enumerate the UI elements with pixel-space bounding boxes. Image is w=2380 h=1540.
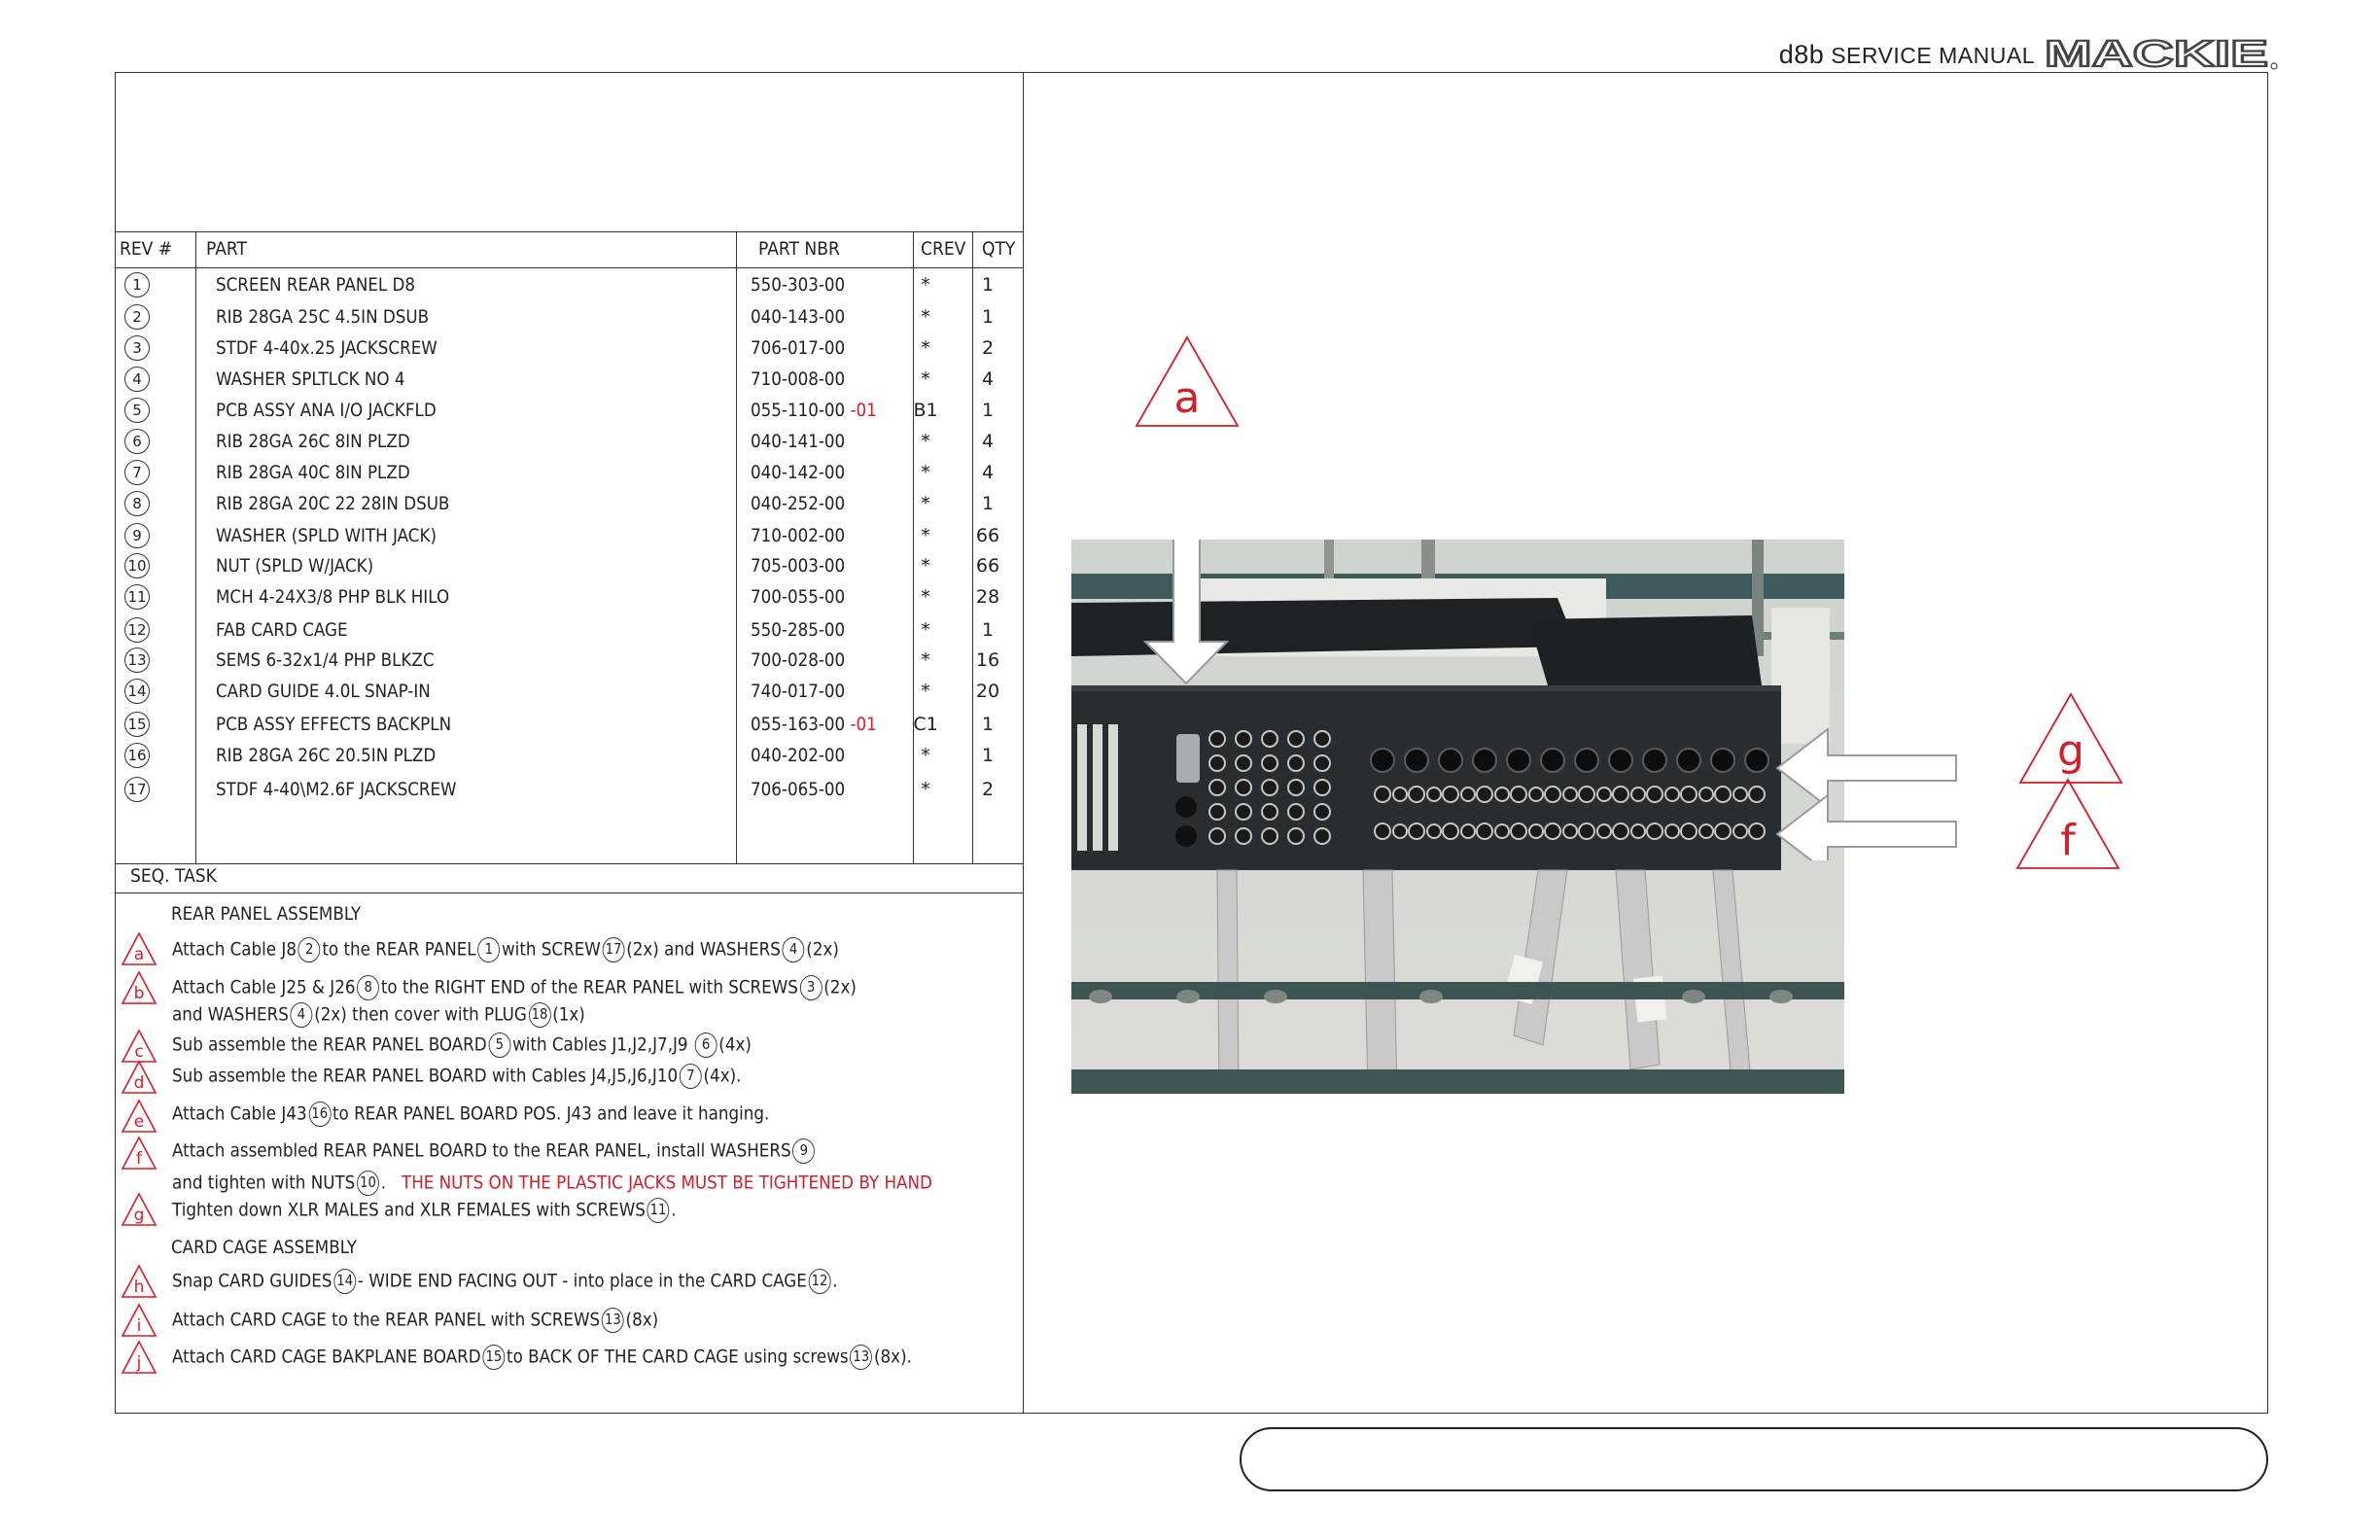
table-row (117, 776, 1021, 807)
jack-shape (1314, 731, 1330, 747)
crev-value: * (921, 337, 930, 359)
part-name: SEMS 6-32x1/4 PHP BLKZC (216, 649, 435, 671)
jack-shape (1375, 823, 1390, 839)
jack-shape (1209, 755, 1225, 771)
task-h-text: Snap CARD GUIDES 14 - WIDE END FACING OUT - into place in the CARD CAGE 12 . (172, 1269, 928, 1294)
jack-shape (1665, 788, 1679, 801)
qty-value: 2 (981, 779, 995, 800)
jack-shape (1665, 824, 1679, 838)
crev-value: * (921, 586, 930, 608)
crev-value: * (921, 619, 930, 641)
qty-value: 1 (981, 619, 995, 641)
col-header-part-nbr: PART NBR (758, 238, 840, 260)
jack-shape (1609, 749, 1632, 772)
svg-text:b: b (133, 984, 145, 1003)
qty-value: 1 (981, 306, 995, 328)
table-row (117, 616, 1021, 648)
part-name: STDF 4-40\M2.6F JACKSCREW (216, 779, 457, 800)
task-j-text: Attach CARD CAGE BAKPLANE BOARD 15 to BACK OF THE CARD CAGE using screws 13 (8x). (172, 1345, 1013, 1370)
jack-shape (1288, 755, 1304, 771)
crev-value: * (921, 745, 930, 766)
task-d-triangle-icon (121, 1060, 158, 1095)
jack-shape (1371, 749, 1394, 772)
svg-text:d: d (133, 1073, 145, 1093)
task-b-text-line2: and WASHERS 4 (2x) then cover with PLUG 18 (1x) (172, 1002, 642, 1028)
jack-shape (1733, 824, 1747, 838)
jack-shape (1579, 787, 1594, 802)
task-i-text: Attach CARD CAGE to the REAR PANEL with SCREWS 13 (8x) (172, 1308, 724, 1333)
task-c-triangle-icon (121, 1029, 158, 1064)
table-row (117, 678, 1021, 709)
jack-shape (1262, 755, 1278, 771)
part-name: CARD GUIDE 4.0L SNAP-IN (216, 681, 431, 702)
svg-text:a: a (1173, 373, 1201, 423)
rev-number-badge: 15 (124, 712, 150, 737)
task-e-triangle-icon (121, 1099, 158, 1134)
qty-value: 66 (975, 525, 1000, 546)
table-row (117, 552, 1021, 583)
jack-shape (1393, 824, 1407, 838)
table-row (117, 397, 1021, 428)
jack-shape (1443, 823, 1458, 839)
jack-shape (1495, 788, 1509, 801)
table-row (117, 271, 1021, 302)
part-number: 706-065-00 (751, 779, 846, 800)
rev-number-badge: 5 (124, 398, 150, 423)
jack-shape (1262, 828, 1278, 844)
jack-shape (1209, 828, 1225, 844)
jack-shape (1409, 787, 1424, 802)
jack-shape (1288, 828, 1304, 844)
jack-shape (1461, 824, 1475, 838)
part-number: 040-143-00 (751, 306, 846, 328)
jack-shape (1209, 731, 1225, 747)
task-a-text: Attach Cable J8 2 to the REAR PANEL 1 with SCREW 17 (2x) and WASHERS 4 (2x) (172, 937, 929, 962)
part-number: 706-017-00 (751, 337, 846, 359)
jack-shape (1681, 787, 1697, 802)
table-row (117, 711, 1021, 742)
crev-value: * (921, 306, 930, 328)
jack-shape (1563, 788, 1577, 801)
jack-shape (1647, 823, 1662, 839)
jack-shape (1288, 731, 1304, 747)
table-bottom-rule (115, 863, 1023, 864)
rev-number-badge: 17 (124, 777, 150, 802)
task-i-triangle-icon (121, 1303, 158, 1338)
svg-text:MACKIE: MACKIE (2045, 37, 2268, 70)
qty-value: 28 (975, 586, 1000, 608)
part-number: 040-142-00 (751, 462, 846, 483)
jack-shape (1613, 787, 1628, 802)
qty-value: 66 (975, 555, 1000, 577)
jack-shape (1393, 788, 1407, 801)
brand-logo (2043, 37, 2278, 70)
page-header (1779, 37, 2278, 70)
part-name: FAB CARD CAGE (216, 619, 348, 641)
svg-text:c: c (134, 1042, 144, 1062)
jack-shape (1715, 823, 1731, 839)
svg-text:j: j (136, 1353, 142, 1373)
table-row (117, 647, 1021, 678)
part-number: 705-003-00 (751, 555, 846, 577)
svg-text:e: e (133, 1112, 145, 1132)
rev-number-badge: 1 (124, 272, 150, 298)
task-a-triangle-icon (121, 931, 158, 966)
jack-shape (1314, 780, 1330, 795)
footer-caption-box (1240, 1427, 2268, 1491)
jack-shape (1749, 787, 1765, 802)
crev-value: * (921, 649, 930, 671)
jack-shape (1477, 823, 1492, 839)
crev-value: * (921, 681, 930, 702)
jack-shape (1427, 788, 1441, 801)
svg-text:f: f (2060, 816, 2076, 865)
part-name: MCH 4-24X3/8 PHP BLK HILO (216, 586, 450, 608)
jack-shape (1314, 804, 1330, 820)
svg-text:f: f (136, 1149, 142, 1169)
svg-text:i: i (136, 1316, 142, 1336)
jack-shape (1631, 824, 1645, 838)
jack-shape (1507, 749, 1530, 772)
part-number: 700-028-00 (751, 649, 846, 671)
jack-shape (1511, 823, 1526, 839)
qty-value: 4 (981, 431, 995, 452)
crev-value: * (921, 493, 930, 514)
part-name: RIB 28GA 20C 22 28IN DSUB (216, 493, 450, 514)
task-f-text-line2: and tighten with NUTS 10 . THE NUTS ON THE PLASTIC JACKS MUST BE TIGHTENED BY HAND (172, 1171, 1035, 1196)
jack-shape (1699, 824, 1713, 838)
task-e-text: Attach Cable J43 16 to REAR PANEL BOARD POS. J43 and leave it hanging. (172, 1102, 851, 1127)
qty-value: 1 (981, 493, 995, 514)
part-name: PCB ASSY EFFECTS BACKPLN (216, 714, 452, 735)
task-b-text-line1: Attach Cable J25 & J26 8 to the RIGHT END of the REAR PANEL with SCREWS 3 (2x) (172, 975, 950, 1000)
part-number-suffix: -01 (845, 400, 877, 421)
jack-shape (1545, 823, 1560, 839)
table-row (117, 459, 1021, 490)
col-header-rev: REV # (120, 238, 173, 260)
jack-shape (1647, 787, 1662, 802)
jack-shape (1375, 787, 1390, 802)
jack-shape (1733, 788, 1747, 801)
callout-f-triangle-icon (2014, 778, 2121, 871)
crev-value: * (921, 368, 930, 390)
crev-value: * (921, 779, 930, 800)
jack-shape (1597, 788, 1611, 801)
callout-g-triangle-icon (2017, 692, 2124, 786)
qty-value: 4 (981, 368, 995, 390)
crev-value: * (921, 431, 930, 452)
task-b-triangle-icon (121, 970, 158, 1005)
col-header-part: PART (206, 238, 248, 260)
jack-shape (1236, 731, 1251, 747)
part-number: 040-252-00 (751, 493, 846, 514)
part-number: 710-002-00 (751, 525, 846, 546)
jack-shape (1681, 823, 1697, 839)
part-number-suffix: -01 (845, 714, 877, 735)
jack-shape (1545, 787, 1560, 802)
jack-shape (1745, 749, 1768, 772)
task-h-triangle-icon (121, 1264, 158, 1299)
task-section-header: SEQ. TASK (130, 865, 217, 887)
jack-shape (1209, 804, 1225, 820)
part-number: 700-055-00 (751, 586, 846, 608)
table-row (117, 428, 1021, 459)
rev-number-badge: 3 (124, 335, 150, 361)
doc-title: d8b SERVICE MANUAL (1778, 40, 2035, 69)
jack-shape (1262, 804, 1278, 820)
svg-text:a: a (133, 945, 145, 964)
qty-value: 1 (981, 400, 995, 421)
jack-shape (1209, 780, 1225, 795)
table-top-rule (115, 231, 1023, 232)
rev-number-badge: 8 (124, 491, 150, 516)
jack-shape (1749, 823, 1765, 839)
rev-number-badge: 4 (124, 367, 150, 392)
jack-shape (1563, 824, 1577, 838)
rev-number-badge: 6 (124, 429, 150, 454)
crev-value: * (921, 274, 930, 296)
table-row (117, 366, 1021, 397)
hand-tighten-warning: THE NUTS ON THE PLASTIC JACKS MUST BE TIGHTENED BY HAND (401, 1172, 932, 1194)
part-name: RIB 28GA 26C 8IN PLZD (216, 431, 410, 452)
jack-shape (1409, 823, 1424, 839)
part-name: NUT (SPLD W/JACK) (216, 555, 374, 577)
part-name: SCREEN REAR PANEL D8 (216, 274, 416, 296)
col-header-crev: CREV (921, 238, 966, 260)
callout-a-triangle-icon (1134, 335, 1241, 429)
jack-shape (1236, 804, 1251, 820)
table-header-rule (115, 267, 1023, 268)
part-number: 710-008-00 (751, 368, 846, 390)
table-row (117, 303, 1021, 334)
jack-shape (1699, 788, 1713, 801)
jack-shape (1597, 824, 1611, 838)
jack-shape (1575, 749, 1598, 772)
rev-number-badge: 12 (124, 617, 150, 643)
jack-shape (1443, 787, 1458, 802)
crev-value: C1 (913, 714, 938, 735)
svg-text:g: g (133, 1206, 145, 1225)
part-name: WASHER SPLTLCK NO 4 (216, 368, 405, 390)
jack-shape (1529, 824, 1543, 838)
frame-divider (1023, 72, 1024, 1414)
rev-number-badge: 13 (124, 648, 150, 673)
jack-shape (1262, 780, 1278, 795)
section-card-cage-assembly: CARD CAGE ASSEMBLY (171, 1237, 358, 1258)
crev-value: B1 (913, 400, 938, 421)
jack-shape (1473, 749, 1496, 772)
part-number: 550-285-00 (751, 619, 846, 641)
rev-number-badge: 2 (124, 304, 150, 330)
rev-number-badge: 11 (124, 584, 150, 610)
jack-shape (1405, 749, 1428, 772)
qty-value: 1 (981, 714, 995, 735)
jack-shape (1477, 787, 1492, 802)
qty-value: 16 (975, 649, 1000, 671)
rear-panel-photo (1071, 540, 1844, 1094)
task-d-text: Sub assemble the REAR PANEL BOARD with Cables J4,J5,J6,J10 7 (4x). (172, 1064, 819, 1089)
part-name: RIB 28GA 40C 8IN PLZD (216, 462, 410, 483)
qty-value: 1 (981, 745, 995, 766)
rev-number-badge: 16 (124, 743, 150, 768)
part-name: RIB 28GA 26C 20.5IN PLZD (216, 745, 437, 766)
crev-value: * (921, 525, 930, 546)
table-row (117, 334, 1021, 366)
jack-shape (1643, 749, 1666, 772)
jack-shape (1288, 780, 1304, 795)
rev-number-badge: 9 (124, 523, 150, 548)
jack-shape (1439, 749, 1462, 772)
rev-number-badge: 7 (124, 460, 150, 485)
left-arrows-icon (1769, 724, 1964, 860)
svg-text:h: h (133, 1278, 145, 1297)
svg-text:g: g (2057, 726, 2084, 776)
part-number: 740-017-00 (751, 681, 846, 702)
task-header-rule (115, 892, 1023, 893)
section-rear-panel-assembly: REAR PANEL ASSEMBLY (171, 903, 362, 925)
part-name: RIB 28GA 25C 4.5IN DSUB (216, 306, 430, 328)
qty-value: 2 (981, 337, 995, 359)
task-f-text-line1: Attach assembled REAR PANEL BOARD to the REAR PANEL, install WASHERS 9 (172, 1138, 904, 1164)
jack-shape (1541, 749, 1564, 772)
jack-shape (1711, 749, 1734, 772)
jack-shape (1677, 749, 1700, 772)
table-row (117, 522, 1021, 553)
jack-shape (1529, 788, 1543, 801)
task-j-triangle-icon (121, 1340, 158, 1375)
col-header-qty: QTY (982, 238, 1016, 260)
part-number: 040-202-00 (751, 745, 846, 766)
task-g-text: Tighten down XLR MALES and XLR FEMALES with SCREWS 11 . (172, 1198, 745, 1223)
jack-shape (1461, 788, 1475, 801)
jack-shape (1236, 828, 1251, 844)
task-g-triangle-icon (121, 1192, 158, 1227)
qty-value: 20 (975, 681, 1000, 702)
part-name: STDF 4-40x.25 JACKSCREW (216, 337, 438, 359)
crev-value: * (921, 555, 930, 577)
jack-shape (1613, 823, 1628, 839)
task-c-text: Sub assemble the REAR PANEL BOARD 5 with Cables J1,J2,J7,J9 6 (4x) (172, 1032, 830, 1058)
jack-shape (1314, 828, 1330, 844)
part-number: 040-141-00 (751, 431, 846, 452)
jack-shape (1262, 731, 1278, 747)
jack-shape (1288, 804, 1304, 820)
part-name: PCB ASSY ANA I/O JACKFLD (216, 400, 437, 421)
part-name: WASHER (SPLD WITH JACK) (216, 525, 437, 546)
jack-shape (1236, 755, 1251, 771)
jack-shape (1715, 787, 1731, 802)
table-row (117, 583, 1021, 614)
part-number: 550-303-00 (751, 274, 846, 296)
jack-shape (1579, 823, 1594, 839)
rev-number-badge: 14 (124, 679, 150, 704)
rev-number-badge: 10 (124, 553, 150, 578)
jack-shape (1631, 788, 1645, 801)
qty-value: 1 (981, 274, 995, 296)
jack-shape (1511, 787, 1526, 802)
task-f-triangle-icon (121, 1136, 158, 1171)
table-row (117, 742, 1021, 773)
jack-shape (1314, 755, 1330, 771)
crev-value: * (921, 462, 930, 483)
jack-shape (1427, 824, 1441, 838)
jack-shape (1236, 780, 1251, 795)
qty-value: 4 (981, 462, 995, 483)
jack-shape (1495, 824, 1509, 838)
part-number: 055-110-00 -01 (751, 400, 877, 421)
part-number: 055-163-00 -01 (751, 714, 877, 735)
table-row (117, 490, 1021, 521)
